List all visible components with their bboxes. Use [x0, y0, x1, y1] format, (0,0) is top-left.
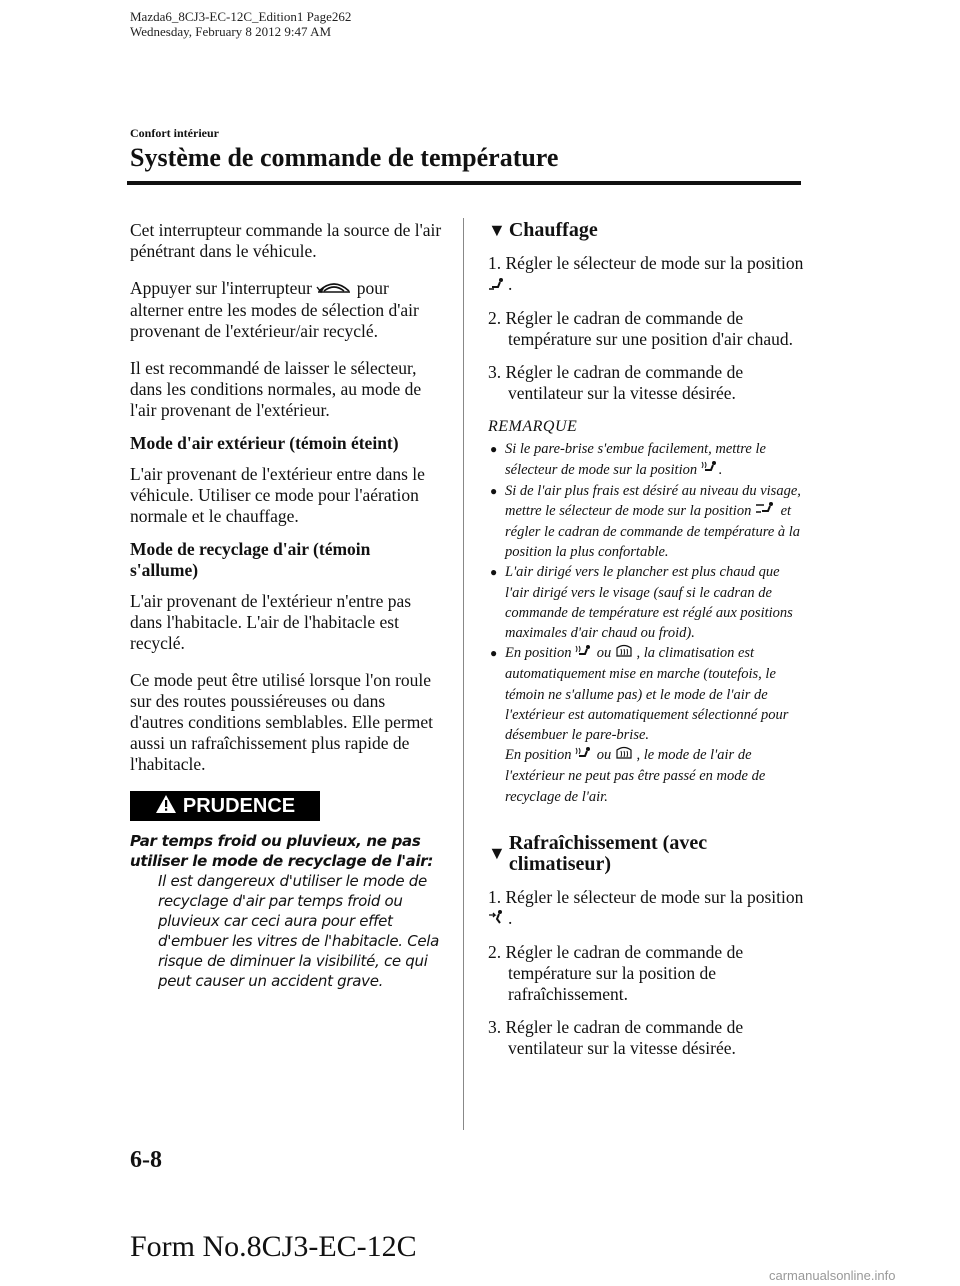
note-item: ● En position ou , la climatisation est automatiquement mise en marche (toutefois, le témoin ne s'allume pas) et le mode de l'air de l'extérieur est automatiquement sélectionné pour désembuer le pare-brise. En position ou , le mode de l'air de l'extérieur ne peut pas être passé en mode de recyclage de l'air.: [490, 645, 789, 805]
bullet-icon: ●: [490, 442, 498, 457]
cooling-heading: ▼ Rafraîchissement (avec climatiseur): [488, 831, 708, 875]
caution-body: Il est dangereux d'utiliser le mode de recyclage d'air par temps froid ou pluvieux car ceci aura pour effet d'embuer les vitres de l'habitacle. Cela risque de diminuer la visibilité, ce qui peut causer un accident grave.: [158, 872, 440, 991]
section-label: Confort intérieur: [130, 126, 219, 140]
heating-step-2: 2. Régler le cadran de commande de température sur une position d'air chaud.: [488, 308, 794, 350]
heating-step-1: 1. Régler le sélecteur de mode sur la position .: [488, 253, 804, 294]
section-triangle-icon: ▼: [488, 843, 506, 864]
bullet-icon: ●: [490, 565, 498, 580]
meta-line-2: Wednesday, February 8 2012 9:47 AM: [130, 24, 332, 39]
bullet-icon: ●: [490, 646, 498, 661]
heading-recirculation: Mode de recyclage d'air (témoin s'allume): [130, 539, 371, 581]
intro-paragraph: Cet interrupteur commande la source de l'air pénétrant dans le véhicule.: [130, 220, 442, 261]
floor-defrost-icon: [575, 644, 593, 664]
caution-text: [130, 831, 442, 991]
cooling-step-2: 2. Régler le cadran de commande de température sur la position de rafraîchissement.: [488, 942, 744, 1005]
note-item: ● Si de l'air plus frais est désiré au niveau du visage, mettre le sélecteur de mode sur la position et régler le cadran de commande de température à la position la plus confortable.: [490, 482, 801, 560]
page-title: Système de commande de température: [130, 143, 559, 172]
bullet-icon: ●: [490, 483, 498, 498]
left-column: [130, 220, 442, 991]
heating-step-3: 3. Régler le cadran de commande de ventilateur sur la vitesse désirée.: [488, 362, 744, 404]
heading-outside-air: Mode d'air extérieur (témoin éteint): [130, 433, 399, 454]
page-number: 6-8: [130, 1147, 162, 1173]
title-rule: [127, 181, 801, 185]
caution-heading: Par temps froid ou pluvieux, ne pas utiliser le mode de recyclage de l'air:: [130, 832, 434, 871]
remarque-label: REMARQUE: [488, 418, 578, 436]
floor-defrost-icon: [701, 460, 719, 480]
floor-face-mode-icon: [755, 501, 777, 521]
watermark: carmanualsonline.info: [769, 1268, 896, 1283]
cooling-step-1: 1. Régler le sélecteur de mode sur la position .: [488, 886, 804, 928]
switch-paragraph: Appuyer sur l'interrupteur pour alterner entre les modes de sélection d'air provenant de l'extérieur/air recyclé.: [130, 278, 419, 342]
heating-heading: ▼ Chauffage: [488, 219, 598, 241]
section-triangle-icon: ▼: [488, 220, 506, 240]
right-column: [488, 220, 804, 1071]
file-metadata: [130, 9, 351, 39]
defrost-icon: [615, 746, 633, 766]
recirculation-paragraph: L'air provenant de l'extérieur n'entre pas dans l'habitacle. L'air de l'habitacle est recyclé.: [130, 591, 412, 654]
floor-defrost-icon: [575, 746, 593, 766]
outside-air-paragraph: L'air provenant de l'extérieur entre dans le véhicule. Utiliser ce mode pour l'aération normale et le chauffage.: [130, 464, 425, 527]
notes-list: [488, 439, 804, 806]
meta-line-1: Mazda6_8CJ3-EC-12C_Edition1 Page262: [130, 9, 352, 24]
recommendation-paragraph: Il est recommandé de laisser le sélecteur, dans les conditions normales, au mode de l'air provenant de l'extérieur.: [130, 358, 422, 421]
caution-banner: [130, 791, 320, 821]
dusty-roads-paragraph: Ce mode peut être utilisé lorsque l'on roule sur des routes poussiéreuses ou dans d'autres conditions semblables. Elle permet aussi un rafraîchissement plus rapide de l'habitacle.: [130, 670, 434, 775]
caution-label: PRUDENCE: [182, 794, 296, 817]
recirculation-icon: [316, 279, 352, 300]
note-item: ● Si le pare-brise s'embue facilement, mettre le sélecteur de mode sur la position .: [488, 439, 804, 480]
column-divider: [463, 218, 464, 1130]
warning-triangle-icon: [155, 794, 177, 819]
defrost-icon: [615, 644, 633, 664]
note-item: ● L'air dirigé vers le plancher est plus chaud que l'air dirigé vers le visage (sauf si le cadran de commande de température est réglé aux positions maximales d'air chaud ou froid).: [490, 564, 793, 642]
cooling-step-3: 3. Régler le cadran de commande de ventilateur sur la vitesse désirée.: [488, 1017, 744, 1059]
form-number: Form No.8CJ3-EC-12C: [130, 1230, 417, 1263]
